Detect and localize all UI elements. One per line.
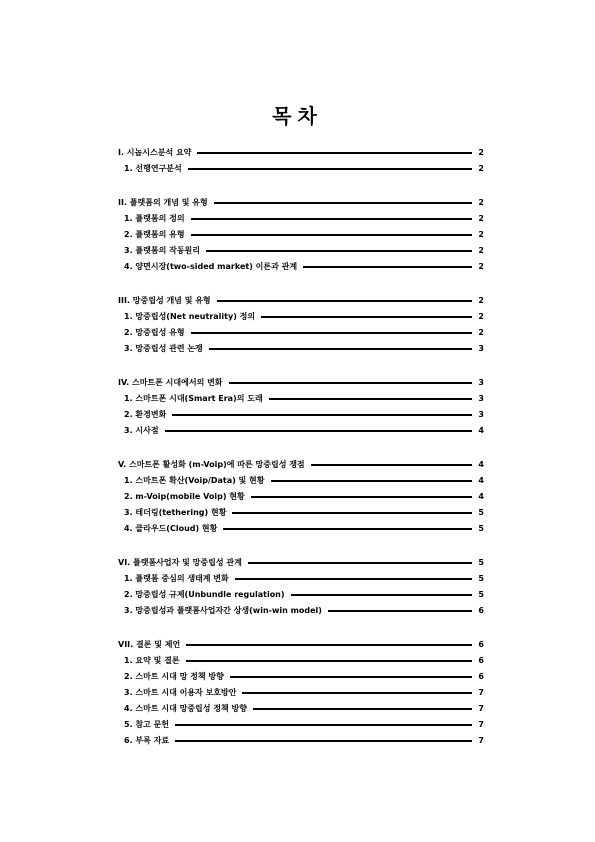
toc-leader-line (229, 382, 472, 384)
toc-page-number: 2 (478, 230, 484, 239)
toc-entry-label: 2. 플랫폼의 유형 (124, 230, 185, 239)
toc-entry-label: 1. 스마트폰 시대(Smart Era)의 도래 (124, 394, 263, 403)
toc-entry[interactable] (118, 341, 484, 357)
toc-section-heading[interactable] (118, 195, 484, 211)
toc-entry-label: 3. 시사점 (124, 426, 159, 435)
toc-entry[interactable] (118, 259, 484, 275)
toc-entry-label: 6. 부록 자료 (124, 736, 170, 745)
toc-section (118, 375, 484, 439)
toc-entry-label: 2. 망중립성 유형 (124, 328, 185, 337)
toc-page-number: 4 (478, 492, 484, 501)
toc-leader-line (188, 168, 472, 170)
toc-leader-line (172, 414, 472, 416)
toc-page-number: 7 (478, 704, 484, 713)
toc-page-number: 5 (478, 508, 484, 517)
toc-leader-line (291, 594, 472, 596)
toc-entry[interactable] (118, 211, 484, 227)
toc-entry-label: 1. 플랫폼의 정의 (124, 214, 185, 223)
toc-page-number: 2 (478, 296, 484, 305)
toc-entry[interactable] (118, 407, 484, 423)
toc-leader-line (242, 692, 472, 694)
toc-page-number: 2 (478, 198, 484, 207)
toc-leader-line (209, 348, 472, 350)
table-of-contents (118, 145, 484, 767)
toc-entry[interactable] (118, 309, 484, 325)
toc-entry[interactable] (118, 161, 484, 177)
toc-page-number: 5 (478, 574, 484, 583)
toc-entry-label: 2. 스마트 시대 망 정책 방향 (124, 672, 224, 681)
toc-entry-label: 3. 플랫폼의 작동원리 (124, 246, 200, 255)
toc-page-number: 3 (478, 378, 484, 387)
toc-leader-line (191, 234, 472, 236)
toc-entry-label: 1. 선행연구분석 (124, 164, 182, 173)
toc-entry-label: IV. 스마트폰 시대에서의 변화 (118, 378, 223, 387)
toc-entry[interactable] (118, 733, 484, 749)
toc-entry-label: 4. 양면시장(two-sided market) 이론과 관계 (124, 262, 298, 271)
toc-entry[interactable] (118, 423, 484, 439)
toc-leader-line (206, 250, 472, 252)
toc-page-number: 2 (478, 148, 484, 157)
toc-page-number: 6 (478, 606, 484, 615)
toc-page-number: 5 (478, 558, 484, 567)
toc-entry-label: II. 플랫폼의 개념 및 유형 (118, 198, 208, 207)
toc-leader-line (230, 676, 472, 678)
toc-entry[interactable] (118, 391, 484, 407)
toc-entry-label: 3. 테더링(tethering) 현황 (124, 508, 227, 517)
toc-entry-label: 2. m-Voip(mobile Voip) 현황 (124, 492, 245, 501)
toc-section (118, 555, 484, 619)
toc-section (118, 637, 484, 749)
toc-page-number: 4 (478, 426, 484, 435)
toc-entry-label: 2. 환경변화 (124, 410, 167, 419)
toc-leader-line (235, 578, 472, 580)
toc-entry[interactable] (118, 653, 484, 669)
toc-page-number: 3 (478, 344, 484, 353)
toc-leader-line (186, 660, 472, 662)
toc-leader-line (328, 610, 472, 612)
toc-entry-label: 4. 스마트 시대 망중립성 정책 방향 (124, 704, 247, 713)
toc-leader-line (175, 724, 472, 726)
toc-page-number: 2 (478, 214, 484, 223)
toc-leader-line (251, 496, 472, 498)
toc-leader-line (248, 562, 472, 564)
toc-leader-line (214, 202, 472, 204)
toc-section-heading[interactable] (118, 293, 484, 309)
toc-entry-label: 1. 플랫폼 중심의 생태계 변화 (124, 574, 229, 583)
toc-leader-line (191, 332, 472, 334)
toc-page-number: 5 (478, 524, 484, 533)
toc-entry[interactable] (118, 325, 484, 341)
page-title: 목차 (272, 104, 323, 128)
toc-section-heading[interactable] (118, 145, 484, 161)
toc-entry-label: 1. 요약 및 결론 (124, 656, 180, 665)
toc-entry[interactable] (118, 227, 484, 243)
toc-entry-label: VII. 결론 및 제언 (118, 640, 181, 649)
toc-leader-line (197, 152, 472, 154)
toc-page-number: 2 (478, 312, 484, 321)
toc-entry-label: V. 스마트폰 활성화 (m-Voip)에 따른 망중립성 쟁점 (118, 460, 305, 469)
toc-entry[interactable] (118, 669, 484, 685)
toc-leader-line (217, 300, 472, 302)
toc-entry-label: 2. 망중립성 규제(Unbundle regulation) (124, 590, 285, 599)
toc-page-number: 2 (478, 262, 484, 271)
toc-leader-line (191, 218, 472, 220)
toc-entry-label: 1. 스마트폰 확산(Voip/Data) 및 현황 (124, 476, 265, 485)
toc-section (118, 457, 484, 537)
toc-page-number: 6 (478, 640, 484, 649)
toc-section-heading[interactable] (118, 457, 484, 473)
toc-page-number: 5 (478, 590, 484, 599)
toc-entry-label: 3. 망중립성 관련 논쟁 (124, 344, 203, 353)
toc-section (118, 195, 484, 275)
toc-section-heading[interactable] (118, 637, 484, 653)
toc-entry[interactable] (118, 685, 484, 701)
toc-page-number: 2 (478, 164, 484, 173)
toc-page-number: 6 (478, 656, 484, 665)
toc-page-number: 7 (478, 688, 484, 697)
toc-entry[interactable] (118, 521, 484, 537)
toc-page-number: 3 (478, 410, 484, 419)
toc-page-number: 2 (478, 328, 484, 337)
toc-leader-line (311, 464, 472, 466)
toc-leader-line (175, 740, 472, 742)
toc-entry-label: 5. 참고 문헌 (124, 720, 170, 729)
toc-page-number: 4 (478, 460, 484, 469)
toc-page-number: 7 (478, 736, 484, 745)
toc-entry[interactable] (118, 571, 484, 587)
toc-entry-label: 1. 망중립성(Net neutrality) 정의 (124, 312, 256, 321)
toc-section-heading[interactable] (118, 375, 484, 391)
toc-page-number: 3 (478, 394, 484, 403)
toc-entry[interactable] (118, 603, 484, 619)
toc-leader-line (223, 528, 472, 530)
toc-entry[interactable] (118, 243, 484, 259)
toc-leader-line (269, 398, 472, 400)
toc-leader-line (271, 480, 472, 482)
toc-page-number: 6 (478, 672, 484, 681)
toc-entry[interactable] (118, 505, 484, 521)
toc-page-number: 4 (478, 476, 484, 485)
toc-leader-line (261, 316, 472, 318)
toc-page-number: 7 (478, 720, 484, 729)
toc-leader-line (232, 512, 472, 514)
toc-entry-label: 4. 클라우드(Cloud) 현황 (124, 524, 218, 533)
toc-section (118, 293, 484, 357)
toc-entry-label: VI. 플랫폼사업자 및 망중립성 관계 (118, 558, 242, 567)
toc-entry-label: 3. 스마트 시대 이용자 보호방안 (124, 688, 237, 697)
toc-entry[interactable] (118, 489, 484, 505)
toc-entry[interactable] (118, 473, 484, 489)
toc-entry-label: I. 시놉시스분석 요약 (118, 148, 192, 157)
toc-page-number: 2 (478, 246, 484, 255)
toc-leader-line (165, 430, 472, 432)
toc-entry[interactable] (118, 717, 484, 733)
toc-entry[interactable] (118, 701, 484, 717)
toc-leader-line (186, 644, 472, 646)
toc-section (118, 145, 484, 177)
toc-entry[interactable] (118, 587, 484, 603)
toc-leader-line (253, 708, 472, 710)
toc-entry-label: 3. 망중립성과 플랫폼사업자간 상생(win-win model) (124, 606, 322, 615)
toc-section-heading[interactable] (118, 555, 484, 571)
toc-leader-line (303, 266, 472, 268)
toc-entry-label: III. 망중립성 개념 및 유형 (118, 296, 211, 305)
